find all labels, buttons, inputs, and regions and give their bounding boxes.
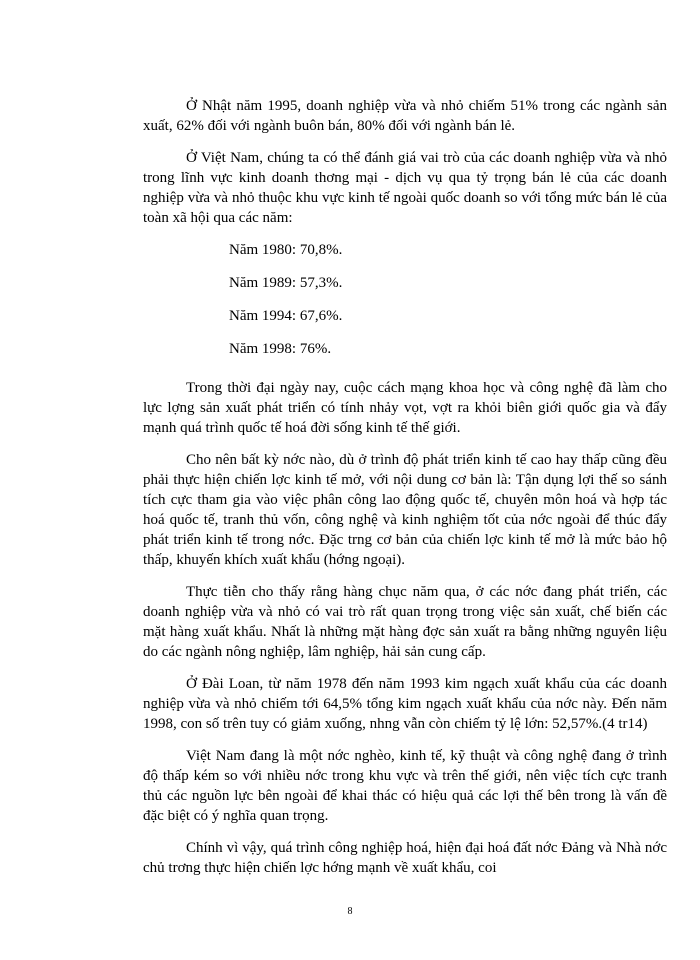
paragraph-taiwan: Ở Đài Loan, từ năm 1978 đến năm 1993 kim ngạch xuất khẩu của các doanh nghiệp vừa và nhỏ chiếm tới 64,5% tổng kim ngạch xuất khẩu của nớc này. Đến năm 1998, con số trên tuy có giảm xuống, nhng vẫn còn chiếm tỷ lệ lớn: 52,57%.(4 tr14) xyxy=(143,676,667,732)
body-text xyxy=(143,96,667,890)
paragraph-vietnam-retail: Ở Việt Nam, chúng ta có thể đánh giá vai trò của các doanh nghiệp vừa và nhỏ trong lĩnh vực kinh doanh thơng mại - dịch vụ qua tỷ trọng bán lẻ của các doanh nghiệp vừa và nhỏ thuộc khu vực kinh tế ngoài quốc doanh so với tổng mức bán lẻ của toàn xã hội qua các năm: xyxy=(143,150,667,226)
paragraph-vietnam-resources: Việt Nam đang là một nớc nghèo, kinh tế, kỹ thuật và công nghệ đang ở trình độ thấp kém so với nhiều nớc trong khu vực và trên thế giới, nên việc tích cực tranh thủ các nguồn lực bên ngoài để khai thác có hiệu quả các lợi thế bên trong là vấn đề đặc biệt có ý nghĩa quan trọng. xyxy=(143,748,667,824)
stat-1998: Năm 1998: 76%. xyxy=(229,341,332,357)
stat-1980: Năm 1980: 70,8%. xyxy=(229,242,343,258)
stat-1989: Năm 1989: 57,3%. xyxy=(229,275,343,291)
stat-1994: Năm 1994: 67,6%. xyxy=(229,308,343,324)
paragraph-export-strategy: Chính vì vậy, quá trình công nghiệp hoá, hiện đại hoá đất nớc Đảng và Nhà nớc chủ trơng thực hiện chiến lợc hớng mạnh về xuất khẩu, coi xyxy=(143,840,667,876)
paragraph-technology-revolution: Trong thời đại ngày nay, cuộc cách mạng khoa học và công nghệ đã làm cho lực lợng sản xuất phát triển có tính nhảy vọt, vợt ra khỏi biên giới quốc gia và đẩy mạnh quá trình quốc tế hoá đời sống kinh tế thế giới. xyxy=(143,380,667,436)
page-number: 8 xyxy=(347,906,353,917)
paragraph-open-economy: Cho nên bất kỳ nớc nào, dù ở trình độ phát triển kinh tế cao hay thấp cũng đều phải thực hiện chiến lợc kinh tế mở, với nội dung cơ bản là: Tận dụng lợi thế so sánh tích cực tham gia vào việc phân công lao động quốc tế, chuyên môn hoá và hợp tác hoá quốc tế, tranh thủ vốn, công nghệ và kinh nghiệm tốt của nớc ngoài để thúc đẩy phát triển kinh tế trong nớc. Đặc trng cơ bản của chiến lợc kinh tế mở là mức bảo hộ thấp, khuyến khích xuất khẩu (hớng ngoại). xyxy=(143,452,667,568)
paragraph-japan: Ở Nhật năm 1995, doanh nghiệp vừa và nhỏ chiếm 51% trong các ngành sản xuất, 62% đối với ngành buôn bán, 80% đối với ngành bán lẻ. xyxy=(143,98,667,134)
paragraph-export-role: Thực tiễn cho thấy rằng hàng chục năm qua, ở các nớc đang phát triển, các doanh nghiệp vừa và nhỏ có vai trò rất quan trọng trong việc sản xuất, chế biến các mặt hàng xuất khẩu. Nhất là những mặt hàng đợc sản xuất ra bằng những nguyên liệu do các ngành nông nghiệp, lâm nghiệp, hải sản cung cấp. xyxy=(143,584,667,660)
